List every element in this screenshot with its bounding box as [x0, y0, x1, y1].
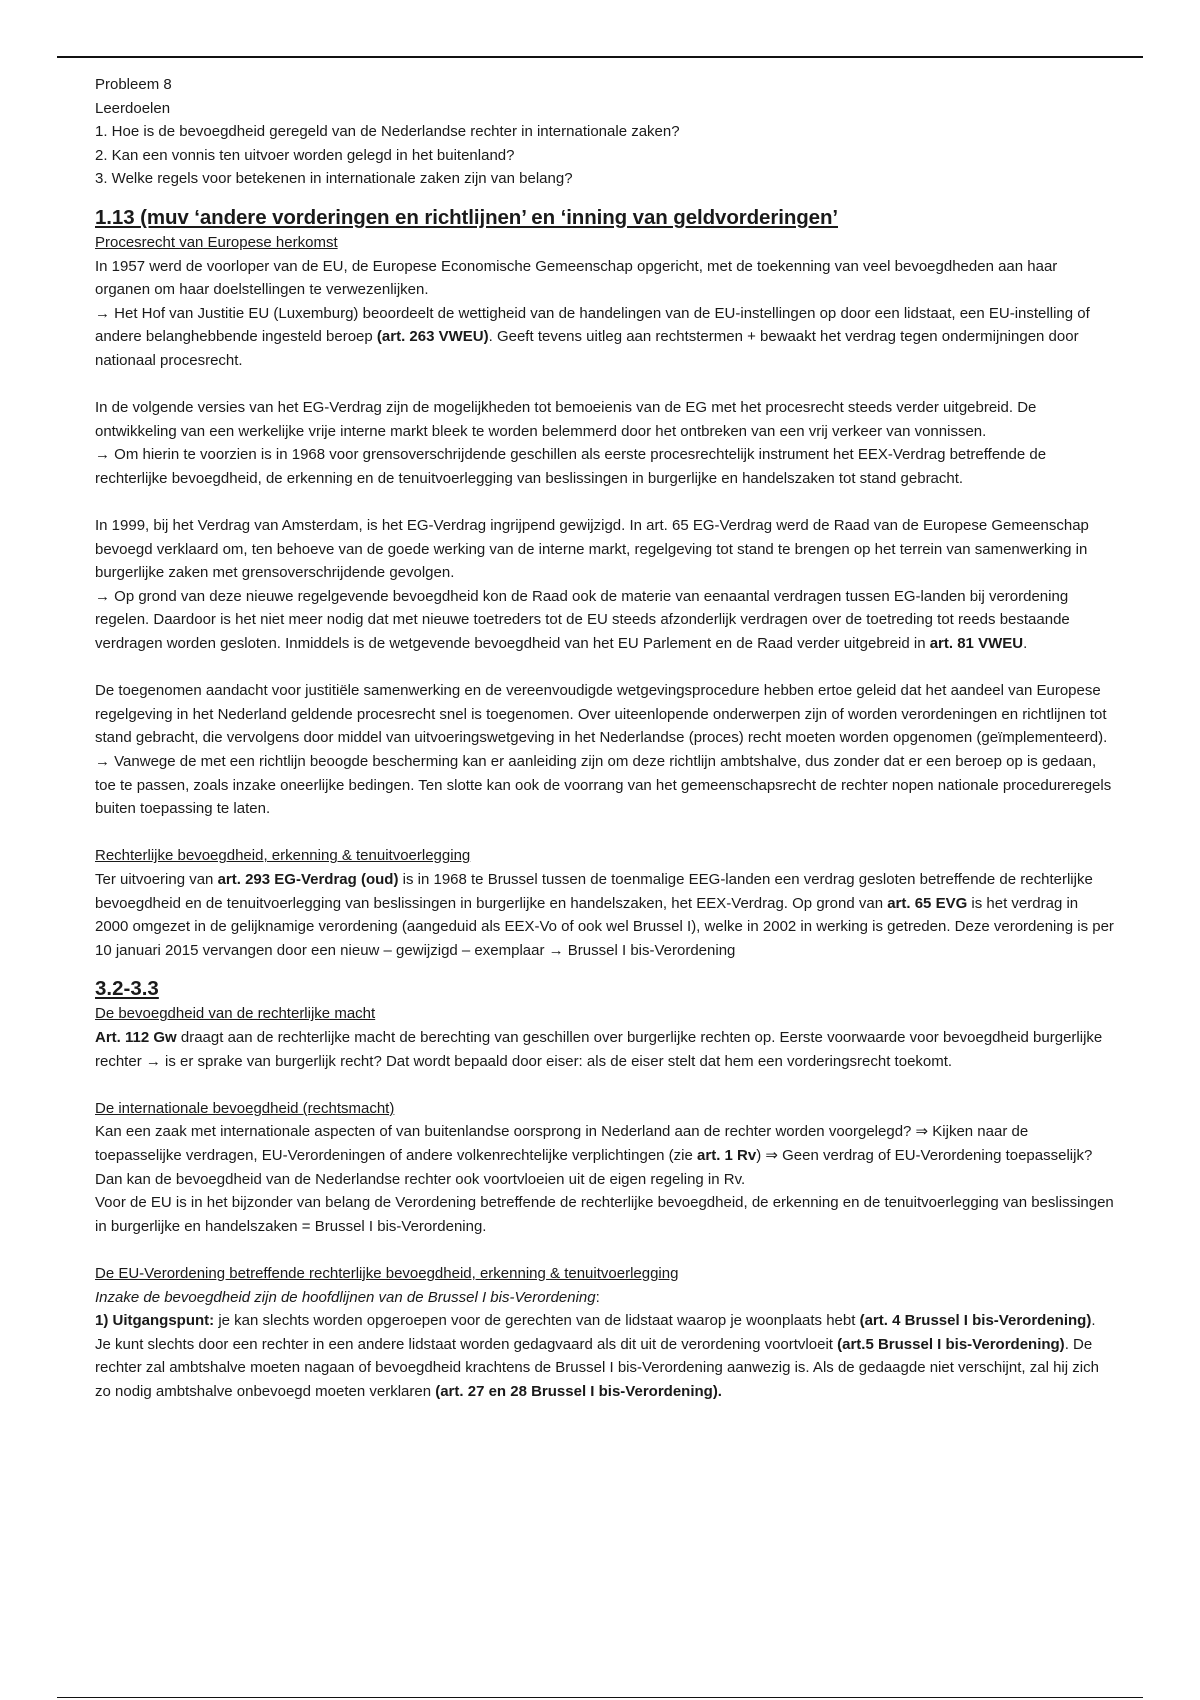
learning-goal-3: 3. Welke regels voor betekenen in internationale zaken zijn van belang?	[95, 170, 573, 188]
subheading-bevoegdheid-rechterlijke-macht: De bevoegdheid van de rechterlijke macht	[95, 1005, 376, 1023]
paragraph: → Vanwege de met een richtlijn beoogde bescherming kan er aanleiding zijn om deze richtlijn ambtshalve, dus zonder dat er een beroep op is gedaan, toe te passen, zoals inzake oneerlijke bedingen. Ten slotte kan ook de voorrang van het gemeenschapsrecht de rechter nopen nationale procedureregels buiten toepassing te laten.	[95, 753, 1112, 818]
paragraph: → Om hierin te voorzien is in 1968 voor grensoverschrijdende geschillen als eerste procesrechtelijk instrument het EEX-Verdrag betreffende de rechterlijke bevoegdheid, de erkenning en de tenuitvoerlegging van beslissingen in burgerlijke en handelszaken tot stand gebracht.	[95, 446, 1047, 487]
subheading-internationale-bevoegdheid: De internationale bevoegdheid (rechtsmacht)	[95, 1099, 395, 1117]
paragraph: In 1999, bij het Verdrag van Amsterdam, is het EG-Verdrag ingrijpend gewijzigd. In art. 65 EG-Verdrag werd de Raad van de Europese Gemeenschap bevoegd verklaard om, ten behoeve van de goede werking van de interne markt, regelgeving tot stand te brengen op het terrein van samenwerking in burgerlijke zaken met grensoverschrijdende gevolgen.	[95, 517, 1089, 582]
section-heading-3-2: 3.2-3.3	[95, 977, 159, 1001]
paragraph: In de volgende versies van het EG-Verdrag zijn de mogelijkheden tot bemoeienis van de EG met het procesrecht steeds verder uitgebreid. De ontwikkeling van een werkelijke vrije interne markt bleek te worden belemmerd door het ontbreken van een vrij verkeer van vonnissen.	[95, 399, 1037, 440]
paragraph: → Op grond van deze nieuwe regelgevende bevoegdheid kon de Raad ook de materie van eenaantal verdragen tussen EG-landen bij verordening regelen. Daardoor is het niet meer nodig dat met nieuwe toetreders tot de EU steeds afzonderlijk verdragen over de toetreding tot reeds bestaande verdragen worden gesloten. Inmiddels is de wetgevende bevoegdheid van het EU Parlement en de Raad verder uitgebreid in art. 81 VWEU.	[95, 587, 1070, 653]
paragraph: Ter uitvoering van art. 293 EG-Verdrag (oud) is in 1968 te Brussel tussen de toenmalige EEG-landen een verdrag gesloten betreffende de rechterlijke bevoegdheid en de tenuitvoerlegging van beslissingen in burgerlijke en handelszaken, het EEX-Verdrag. Op grond van art. 65 EVG is het verdrag in 2000 omgezet in de gelijknamige verordening (aangeduid als EEX-Vo of ook wel Brussel I), welke in 2002 in werking is getreden. Deze verordening is per 10 januari 2015 vervangen door een nieuw – gewijzigd – exemplaar → Brussel I bis-Verordening	[95, 871, 1114, 959]
section-heading-1-13: 1.13 (muv ‘andere vorderingen en richtlijnen’ en ‘inning van geldvorderingen’	[95, 205, 838, 229]
document-page	[95, 73, 1115, 1403]
paragraph: → Het Hof van Justitie EU (Luxemburg) beoordeelt de wettigheid van de handelingen van de EU-instellingen op door een lidstaat, een EU-instelling of andere belanghebbende ingesteld beroep (art. 263 VWEU). Geeft tevens uitleg aan rechtstermen + bewaakt het verdrag tegen ondermijningen door nationaal procesrecht.	[95, 304, 1090, 369]
paragraph: De toegenomen aandacht voor justitiële samenwerking en de vereenvoudigde wetgevingsprocedure hebben ertoe geleid dat het aandeel van Europese regelgeving in het Nederland geldende procesrecht snel is toegenomen. Over uiteenlopende onderwerpen zijn of worden verordeningen en richtlijnen tot stand gebracht, die vervolgens door middel van uitvoeringswetgeving in het Nederlandse (proces) recht moeten worden opgenomen (geïmplementeerd).	[95, 682, 1108, 747]
learning-goal-1: 1. Hoe is de bevoegdheid geregeld van de Nederlandse rechter in internationale zaken?	[95, 123, 680, 141]
learning-goal-2: 2. Kan een vonnis ten uitvoer worden gelegd in het buitenland?	[95, 146, 515, 164]
leerdoelen-label: Leerdoelen	[95, 99, 171, 117]
paragraph: Voor de EU is in het bijzonder van belang de Verordening betreffende de rechterlijke bevoegdheid, de erkenning en de tenuitvoerlegging van beslissingen in burgerlijke en handelszaken = Brussel I bis-Verordening.	[95, 1194, 1114, 1235]
paragraph: In 1957 werd de voorloper van de EU, de Europese Economische Gemeenschap opgericht, met de toekenning van veel bevoegdheden aan haar organen om haar doelstellingen te verwezenlijken.	[95, 257, 1058, 299]
paragraph: 1) Uitgangspunt: je kan slechts worden opgeroepen voor de gerechten van de lidstaat waarop je woonplaats hebt (art. 4 Brussel I bis-Verordening). Je kunt slechts door een rechter in een andere lidstaat worden gedagvaard als dit uit de verordening voortvloeit (art.5 Brussel I bis-Verordening). De rechter zal ambtshalve moeten nagaan of bevoegdheid krachtens de Brussel I bis-Verordening aanwezig is. Als de gedaagde niet verschijnt, zal hij zich zo nodig ambtshalve onbevoegd moeten verklaren (art. 27 en 28 Brussel I bis-Verordening).	[95, 1312, 1099, 1400]
paragraph: Art. 112 Gw draagt aan de rechterlijke macht de berechting van geschillen over burgerlijke rechten op. Eerste voorwaarde voor bevoegdheid burgerlijke rechter → is er sprake van burgerlijk recht? Dat wordt bepaald door eiser: als de eiser stelt dat hem een vorderingsrecht toekomt.	[95, 1028, 1103, 1070]
paragraph: Kan een zaak met internationale aspecten of van buitenlandse oorsprong in Nederland aan de rechter worden voorgelegd? ⇒ Kijken naar de toepasselijke verdragen, EU-Verordeningen of andere volkenrechtelijke verplichtingen (zie art. 1 Rv) ⇒ Geen verdrag of EU-Verordening toepasselijk? Dan kan de bevoegdheid van de Nederlandse rechter ook voortvloeien uit de eigen regeling in Rv.	[95, 1123, 1093, 1188]
subheading-procesrecht: Procesrecht van Europese herkomst	[95, 233, 338, 251]
subheading-rechterlijke-bevoegdheid: Rechterlijke bevoegdheid, erkenning & tenuitvoerlegging	[95, 847, 471, 865]
page-title: Probleem 8	[95, 76, 172, 93]
paragraph: Inzake de bevoegdheid zijn de hoofdlijnen van de Brussel I bis-Verordening:	[95, 1288, 600, 1306]
top-rule	[57, 56, 1143, 58]
bottom-rule	[57, 1697, 1143, 1698]
subheading-eu-verordening: De EU-Verordening betreffende rechterlijke bevoegdheid, erkenning & tenuitvoerlegging	[95, 1264, 679, 1282]
